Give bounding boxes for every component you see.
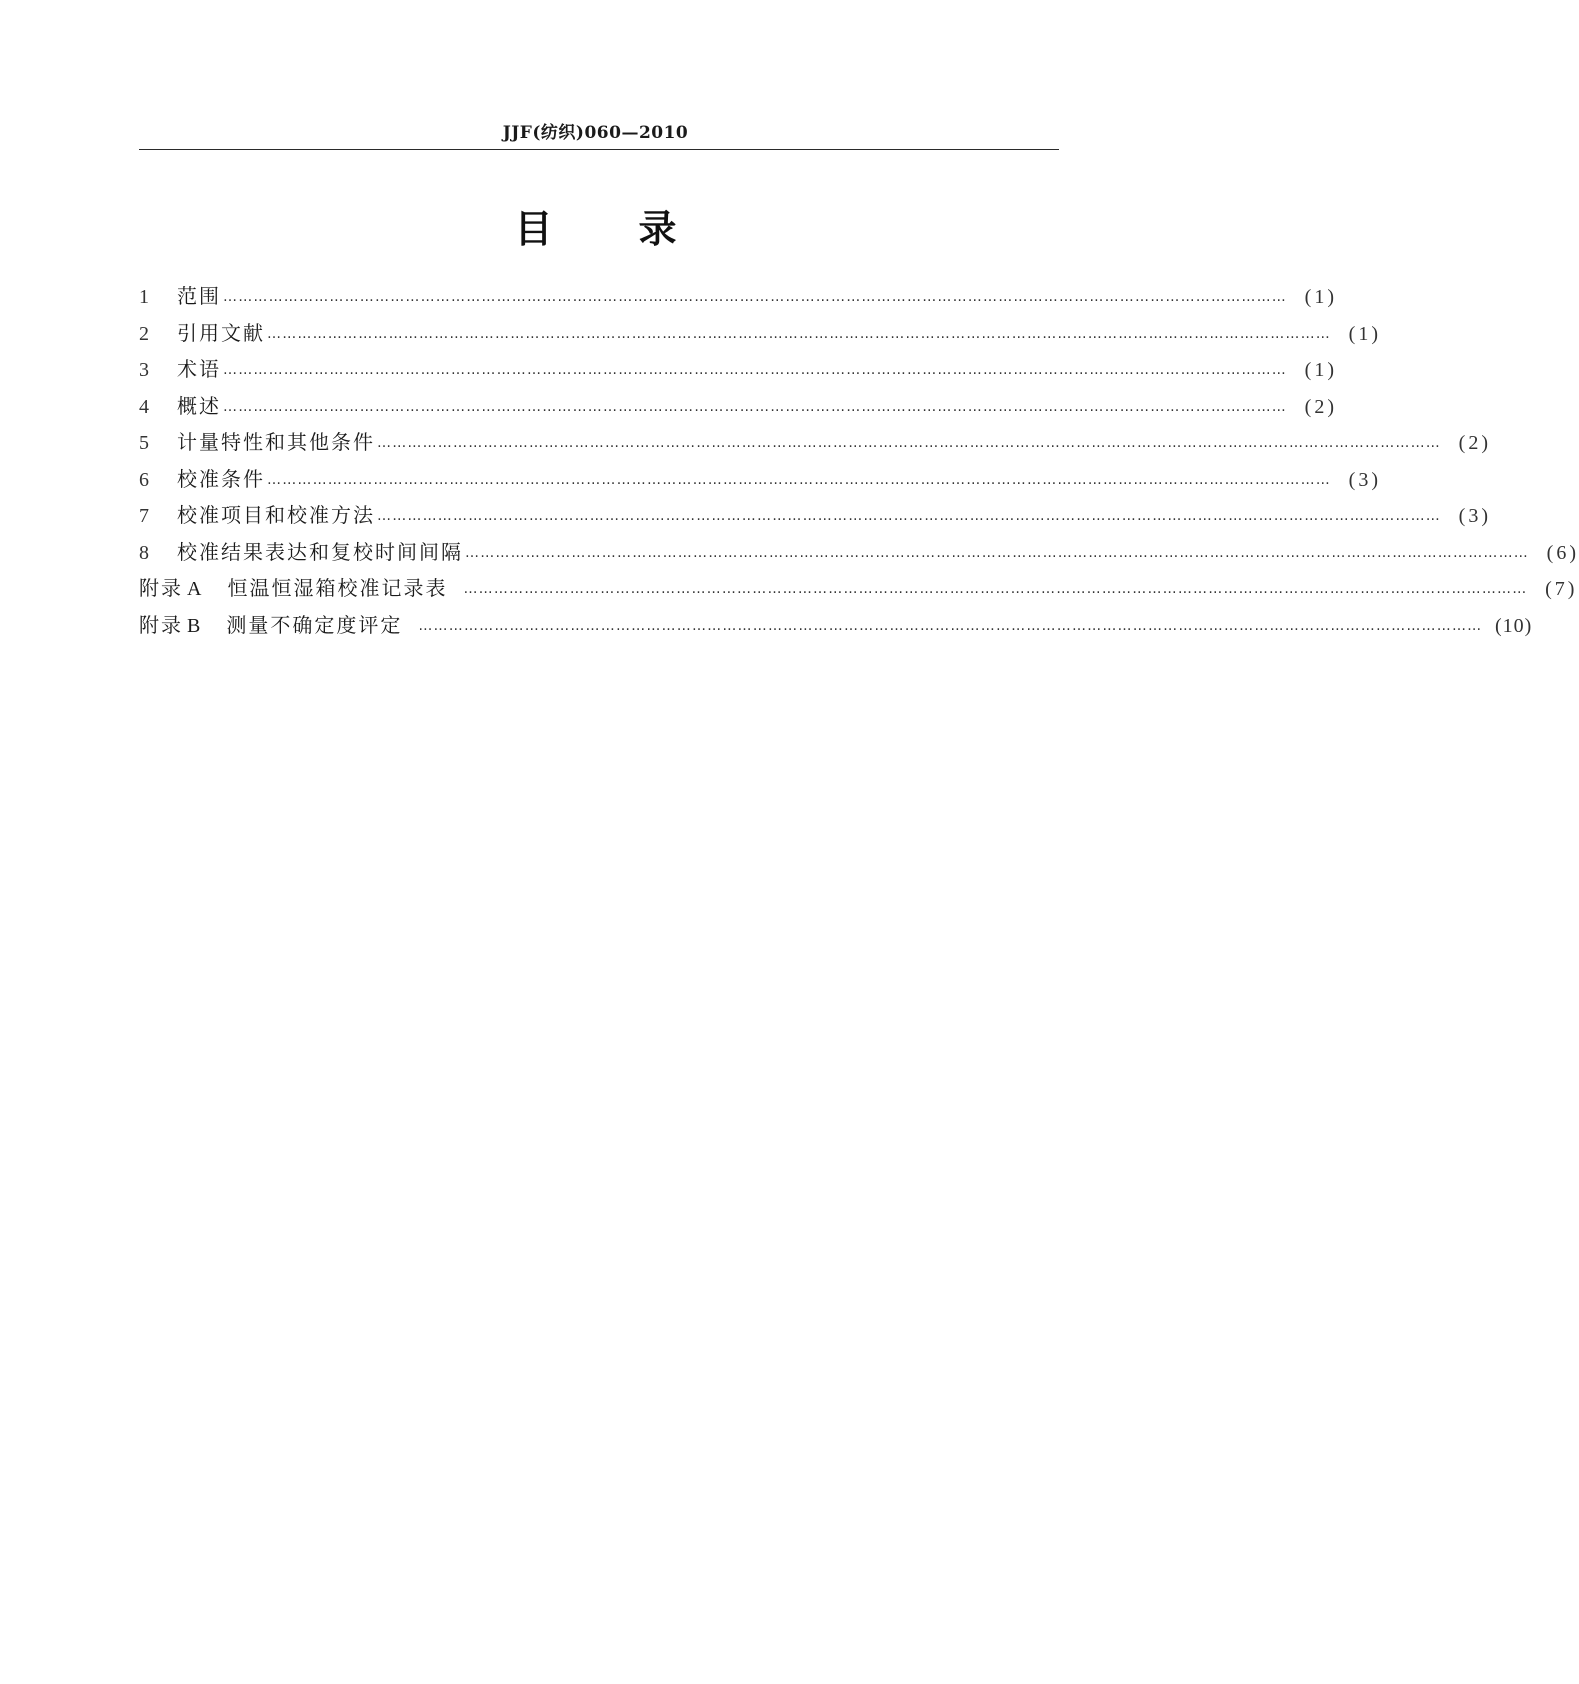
toc-entry-number: 1 (139, 286, 149, 308)
toc-entry-label: 测量不确定度评定 (226, 612, 403, 637)
toc-entry-label: 校准项目和校准方法 (177, 503, 375, 527)
toc-entry-6[interactable] (139, 461, 1381, 498)
toc-dot-leader: ………………………………………………………………………………………………………………………………………………………………………………………… (418, 617, 1483, 634)
toc-dot-leader: ………………………………………………………………………………………………………………………………………………………………………………………… (377, 435, 1441, 451)
toc-appendix-prefix (139, 607, 200, 645)
toc-entry-number: 7 (139, 505, 149, 527)
toc-entry-page: (6) (1546, 541, 1579, 564)
appendix-word: 附录 (139, 576, 183, 600)
toc-entry-page: (1) (1304, 286, 1337, 308)
toc-appendix-a[interactable] (139, 570, 1578, 607)
toc-dot-leader: ………………………………………………………………………………………………………………………………………………………………………………………… (465, 544, 1529, 561)
toc-entry-label: 校准条件 (177, 466, 265, 491)
appendix-letter: A (187, 578, 202, 600)
toc-entry-page: (3) (1348, 468, 1381, 491)
toc-entry-number: 2 (139, 322, 149, 345)
toc-entry-1[interactable] (139, 278, 1337, 315)
toc-appendix-b[interactable] (139, 607, 1533, 644)
appendix-letter: B (187, 614, 201, 637)
toc-entry-number: 6 (139, 468, 149, 491)
toc-entry-page: (1) (1348, 322, 1381, 345)
toc-entry-label: 计量特性和其他条件 (177, 430, 375, 454)
toc-dot-leader: ………………………………………………………………………………………………………………………………………………………………………………………… (267, 325, 1331, 342)
toc-entry-page: (2) (1304, 395, 1337, 418)
toc-appendix-prefix (139, 570, 201, 608)
page-title-char-2: 录 (638, 207, 677, 251)
toc-entry-number: 4 (139, 395, 149, 418)
toc-entry-page: (7) (1545, 578, 1578, 600)
toc-entry-number: 5 (139, 432, 149, 454)
toc-entry-page: (1) (1304, 359, 1337, 381)
toc-dot-leader: ………………………………………………………………………………………………………………………………………………………………………………………… (267, 471, 1331, 488)
toc-dot-leader: ………………………………………………………………………………………………………………………………………………………………………………………… (223, 398, 1287, 415)
toc-entry-page: (2) (1458, 432, 1491, 454)
header-divider (139, 149, 1059, 150)
document-code-header: JJF(纺织)060—2010 (502, 123, 689, 143)
toc-entry-2[interactable] (139, 315, 1381, 352)
toc-entry-label: 恒温恒湿箱校准记录表 (227, 576, 448, 600)
toc-entry-8[interactable] (139, 534, 1579, 571)
toc-entry-4[interactable] (139, 388, 1337, 425)
appendix-word: 附录 (139, 612, 183, 637)
toc-entry-label: 引用文献 (177, 320, 265, 345)
toc-dot-leader: ………………………………………………………………………………………………………………………………………………………………………………………… (223, 362, 1287, 378)
toc-entry-label: 范围 (177, 284, 221, 308)
toc-entry-label: 术语 (177, 357, 221, 381)
toc-entry-page: (10) (1495, 614, 1533, 637)
page-title (0, 198, 1191, 253)
toc-dot-leader: ………………………………………………………………………………………………………………………………………………………………………………………… (463, 581, 1528, 597)
toc-entry-page: (3) (1458, 505, 1491, 527)
toc-dot-leader: ………………………………………………………………………………………………………………………………………………………………………………………… (377, 508, 1441, 524)
toc-entry-3[interactable] (139, 351, 1337, 388)
toc-entry-5[interactable] (139, 424, 1491, 461)
toc-entry-number: 3 (139, 359, 149, 381)
toc-entry-7[interactable] (139, 497, 1491, 534)
toc-dot-leader: ………………………………………………………………………………………………………………………………………………………………………………………… (223, 289, 1287, 305)
table-of-contents (139, 278, 1579, 643)
toc-entry-label: 校准结果表达和复校时间间隔 (177, 539, 463, 564)
page-title-char-1: 目 (514, 207, 553, 251)
toc-entry-label: 概述 (177, 393, 221, 418)
toc-entry-number: 8 (139, 541, 149, 564)
